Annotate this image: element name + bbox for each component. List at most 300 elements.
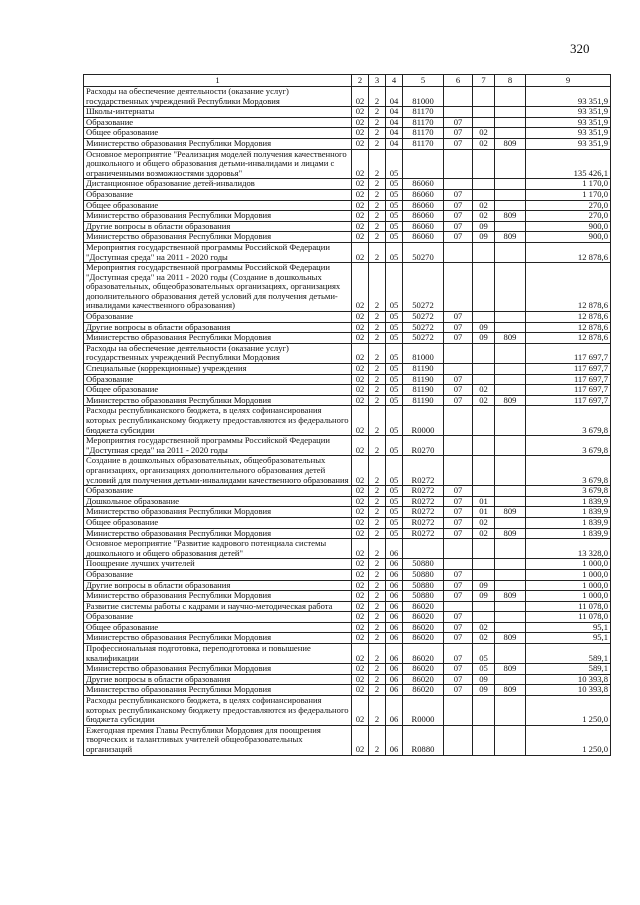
amount-cell: 3 679,8 [526,456,611,486]
col4-cell: 05 [386,385,403,396]
col4-cell: 06 [386,685,403,696]
target-article-cell: 50880 [403,591,444,602]
subsection-cell: 09 [473,580,495,591]
col4-cell: 06 [386,601,403,612]
ministry-code-cell: 809 [495,685,526,696]
target-article-cell: 81190 [403,364,444,375]
section-cell: 07 [444,507,473,518]
section-cell [444,696,473,726]
col4-cell: 04 [386,87,403,107]
ministry-code-cell [495,559,526,570]
amount-cell: 12 878,6 [526,242,611,262]
col4-cell: 06 [386,612,403,623]
subsection-cell [473,364,495,375]
section-cell: 07 [444,644,473,664]
amount-cell: 93 351,9 [526,128,611,139]
subsection-cell [473,374,495,385]
section-cell [444,107,473,118]
row-name-cell: Создание в дошкольных образовательных, общеобразовательных организациях, организациях дополнительного образования детей условий для получения детьми-инвалидами качественного образования [84,456,352,486]
table-row [84,696,611,726]
amount-cell: 11 078,0 [526,601,611,612]
table-row [84,189,611,200]
amount-cell: 1 170,0 [526,179,611,190]
section-cell: 07 [444,200,473,211]
col2-cell: 02 [352,674,369,685]
col2-cell: 02 [352,486,369,497]
subsection-cell: 05 [473,664,495,675]
table-row [84,644,611,664]
section-cell: 07 [444,664,473,675]
table-row [84,395,611,406]
subsection-cell [473,107,495,118]
amount-cell: 117 697,7 [526,374,611,385]
row-name-cell: Общее образование [84,517,352,528]
ministry-code-cell [495,263,526,312]
column-header: 6 [444,75,473,87]
col4-cell: 05 [386,364,403,375]
row-name-cell: Расходы на обеспечение деятельности (оказание услуг) государственных учреждений Республики Мордовия [84,343,352,363]
col4-cell: 04 [386,128,403,139]
col3-cell: 2 [369,128,386,139]
subsection-cell: 01 [473,496,495,507]
ministry-code-cell [495,517,526,528]
amount-cell: 1 000,0 [526,569,611,580]
ministry-code-cell [495,644,526,664]
amount-cell: 3 679,8 [526,486,611,497]
target-article-cell: R0000 [403,696,444,726]
subsection-cell [473,601,495,612]
target-article-cell: 50880 [403,559,444,570]
row-name-cell: Развитие системы работы с кадрами и научно-методическая работа [84,601,352,612]
col3-cell: 2 [369,189,386,200]
table-row [84,436,611,456]
target-article-cell: 50272 [403,263,444,312]
row-name-cell: Министерство образования Республики Мордовия [84,685,352,696]
ministry-code-cell [495,107,526,118]
col3-cell: 2 [369,333,386,344]
amount-cell: 3 679,8 [526,436,611,456]
section-cell: 07 [444,496,473,507]
table-row [84,200,611,211]
table-row [84,559,611,570]
col4-cell: 05 [386,436,403,456]
col4-cell: 05 [386,507,403,518]
amount-cell: 1 839,9 [526,496,611,507]
subsection-cell [473,612,495,623]
col3-cell: 2 [369,569,386,580]
row-name-cell: Министерство образования Республики Мордовия [84,664,352,675]
row-name-cell: Министерство образования Республики Мордовия [84,507,352,518]
col3-cell: 2 [369,591,386,602]
row-name-cell: Мероприятия государственной программы Российской Федерации "Доступная среда" на 2011 - 2020 годы (Создание в дошкольных образовательных, общеобразовательных организациях, организациях дополнительного образования детей условий для получения детьми-инвалидами качественного образования) [84,263,352,312]
ministry-code-cell [495,456,526,486]
target-article-cell: 50880 [403,569,444,580]
subsection-cell [473,436,495,456]
col2-cell: 02 [352,221,369,232]
col4-cell: 05 [386,322,403,333]
section-cell [444,456,473,486]
col3-cell: 2 [369,612,386,623]
ministry-code-cell [495,322,526,333]
column-header: 1 [84,75,352,87]
amount-cell: 12 878,6 [526,333,611,344]
ministry-code-cell [495,87,526,107]
row-name-cell: Министерство образования Республики Мордовия [84,333,352,344]
column-header: 7 [473,75,495,87]
row-name-cell: Профессиональная подготовка, переподготовка и повышение квалификации [84,644,352,664]
amount-cell: 117 697,7 [526,364,611,375]
section-cell: 07 [444,395,473,406]
row-name-cell: Министерство образования Республики Мордовия [84,528,352,539]
ministry-code-cell [495,569,526,580]
section-cell [444,343,473,363]
target-article-cell: 81170 [403,138,444,149]
table-row [84,664,611,675]
row-name-cell: Расходы республиканского бюджета, в целях софинансирования которых республиканскому бюджету предоставляются из федерального бюджета субсидии [84,696,352,726]
col4-cell: 05 [386,343,403,363]
subsection-cell: 09 [473,591,495,602]
col4-cell: 06 [386,644,403,664]
col3-cell: 2 [369,364,386,375]
col2-cell: 02 [352,456,369,486]
section-cell: 07 [444,591,473,602]
col4-cell: 06 [386,696,403,726]
target-article-cell: 50270 [403,242,444,262]
col2-cell: 02 [352,232,369,243]
col3-cell: 2 [369,517,386,528]
col2-cell: 02 [352,364,369,375]
col2-cell: 02 [352,580,369,591]
col4-cell: 06 [386,569,403,580]
ministry-code-cell [495,312,526,323]
table-row [84,343,611,363]
row-name-cell: Министерство образования Республики Мордовия [84,211,352,222]
col2-cell: 02 [352,559,369,570]
col4-cell: 06 [386,633,403,644]
target-article-cell: R0272 [403,486,444,497]
ministry-code-cell: 809 [495,528,526,539]
row-name-cell: Общее образование [84,128,352,139]
col2-cell: 02 [352,263,369,312]
col4-cell: 05 [386,312,403,323]
subsection-cell: 01 [473,507,495,518]
target-article-cell: 50272 [403,322,444,333]
col3-cell: 2 [369,385,386,396]
subsection-cell: 09 [473,333,495,344]
col3-cell: 2 [369,211,386,222]
target-article-cell: 86020 [403,622,444,633]
target-article-cell: R0272 [403,496,444,507]
ministry-code-cell [495,406,526,436]
col3-cell: 2 [369,117,386,128]
ministry-code-cell [495,612,526,623]
col3-cell: 2 [369,138,386,149]
col3-cell: 2 [369,456,386,486]
table-row [84,107,611,118]
section-cell: 07 [444,517,473,528]
col2-cell: 02 [352,107,369,118]
target-article-cell: 81190 [403,374,444,385]
table-row [84,263,611,312]
subsection-cell [473,725,495,755]
col4-cell: 06 [386,591,403,602]
row-name-cell: Образование [84,486,352,497]
target-article-cell: 86020 [403,612,444,623]
target-article-cell: 81170 [403,117,444,128]
amount-cell: 589,1 [526,664,611,675]
amount-cell: 900,0 [526,221,611,232]
ministry-code-cell [495,200,526,211]
section-cell: 07 [444,117,473,128]
col2-cell: 02 [352,644,369,664]
row-name-cell: Общее образование [84,200,352,211]
col4-cell: 05 [386,221,403,232]
target-article-cell: 86020 [403,685,444,696]
col4-cell: 05 [386,242,403,262]
amount-cell: 3 679,8 [526,406,611,436]
col4-cell: 05 [386,149,403,179]
col2-cell: 02 [352,242,369,262]
row-name-cell: Министерство образования Республики Мордовия [84,633,352,644]
col3-cell: 2 [369,179,386,190]
row-name-cell: Расходы на обеспечение деятельности (оказание услуг) государственных учреждений Республики Мордовия [84,87,352,107]
col3-cell: 2 [369,580,386,591]
ministry-code-cell: 809 [495,507,526,518]
amount-cell: 13 328,0 [526,539,611,559]
row-name-cell: Дошкольное образование [84,496,352,507]
row-name-cell: Расходы республиканского бюджета, в целях софинансирования которых республиканскому бюджету предоставляются из федерального бюджета субсидии [84,406,352,436]
col2-cell: 02 [352,496,369,507]
amount-cell: 117 697,7 [526,385,611,396]
section-cell: 07 [444,128,473,139]
col4-cell: 05 [386,232,403,243]
ministry-code-cell [495,364,526,375]
amount-cell: 117 697,7 [526,395,611,406]
section-cell: 07 [444,612,473,623]
col2-cell: 02 [352,343,369,363]
table-row [84,385,611,396]
amount-cell: 10 393,8 [526,674,611,685]
section-cell: 07 [444,674,473,685]
col3-cell: 2 [369,395,386,406]
target-article-cell: 81000 [403,87,444,107]
row-name-cell: Поощрение лучших учителей [84,559,352,570]
target-article-cell: R0272 [403,456,444,486]
col2-cell: 02 [352,385,369,396]
ministry-code-cell [495,496,526,507]
subsection-cell [473,456,495,486]
column-header: 5 [403,75,444,87]
subsection-cell [473,117,495,128]
col3-cell: 2 [369,221,386,232]
ministry-code-cell [495,343,526,363]
target-article-cell: 81190 [403,385,444,396]
section-cell: 07 [444,685,473,696]
section-cell: 07 [444,374,473,385]
col4-cell: 05 [386,528,403,539]
col4-cell: 06 [386,559,403,570]
section-cell [444,87,473,107]
section-cell [444,242,473,262]
target-article-cell: 81170 [403,107,444,118]
row-name-cell: Общее образование [84,622,352,633]
target-article-cell: 50272 [403,312,444,323]
amount-cell: 12 878,6 [526,312,611,323]
col3-cell: 2 [369,685,386,696]
section-cell [444,559,473,570]
ministry-code-cell: 809 [495,211,526,222]
table-header-row [84,75,611,87]
table-row [84,322,611,333]
col4-cell: 06 [386,580,403,591]
amount-cell: 900,0 [526,232,611,243]
col3-cell: 2 [369,696,386,726]
col3-cell: 2 [369,312,386,323]
target-article-cell: 86020 [403,674,444,685]
col3-cell: 2 [369,436,386,456]
target-article-cell: R0272 [403,517,444,528]
col4-cell: 04 [386,138,403,149]
row-name-cell: Министерство образования Республики Мордовия [84,138,352,149]
target-article-cell: 86020 [403,633,444,644]
col2-cell: 02 [352,149,369,179]
table-row [84,528,611,539]
row-name-cell: Общее образование [84,385,352,396]
col4-cell: 05 [386,496,403,507]
table-row [84,211,611,222]
table-row [84,221,611,232]
target-article-cell: 86020 [403,644,444,664]
col4-cell: 05 [386,179,403,190]
row-name-cell: Основное мероприятие "Развитие кадрового потенциала системы дошкольного и общего образования детей" [84,539,352,559]
col2-cell: 02 [352,725,369,755]
target-article-cell: 81000 [403,343,444,363]
section-cell: 07 [444,221,473,232]
column-header: 9 [526,75,611,87]
subsection-cell [473,343,495,363]
ministry-code-cell [495,385,526,396]
subsection-cell: 09 [473,674,495,685]
table-row [84,374,611,385]
subsection-cell [473,486,495,497]
col3-cell: 2 [369,343,386,363]
col2-cell: 02 [352,539,369,559]
col3-cell: 2 [369,200,386,211]
ministry-code-cell [495,221,526,232]
col2-cell: 02 [352,374,369,385]
section-cell [444,436,473,456]
amount-cell: 93 351,9 [526,107,611,118]
col2-cell: 02 [352,395,369,406]
col3-cell: 2 [369,322,386,333]
row-name-cell: Образование [84,612,352,623]
ministry-code-cell [495,486,526,497]
ministry-code-cell: 809 [495,232,526,243]
section-cell: 07 [444,528,473,539]
subsection-cell [473,406,495,436]
target-article-cell: 81190 [403,395,444,406]
target-article-cell: R0272 [403,528,444,539]
subsection-cell: 02 [473,622,495,633]
amount-cell: 12 878,6 [526,322,611,333]
table-row [84,364,611,375]
section-cell [444,179,473,190]
target-article-cell: 86060 [403,179,444,190]
col2-cell: 02 [352,322,369,333]
col2-cell: 02 [352,179,369,190]
col4-cell: 05 [386,486,403,497]
amount-cell: 1 839,9 [526,528,611,539]
col2-cell: 02 [352,528,369,539]
col3-cell: 2 [369,87,386,107]
section-cell [444,725,473,755]
table-row [84,87,611,107]
row-name-cell: Министерство образования Республики Мордовия [84,232,352,243]
amount-cell: 1 170,0 [526,189,611,200]
subsection-cell: 05 [473,644,495,664]
row-name-cell: Образование [84,312,352,323]
target-article-cell: R0000 [403,406,444,436]
amount-cell: 1 000,0 [526,580,611,591]
budget-table [83,74,611,756]
row-name-cell: Министерство образования Республики Мордовия [84,591,352,602]
section-cell [444,149,473,179]
subsection-cell: 02 [473,528,495,539]
col4-cell: 04 [386,117,403,128]
amount-cell: 1 839,9 [526,507,611,518]
ministry-code-cell [495,189,526,200]
amount-cell: 11 078,0 [526,612,611,623]
col3-cell: 2 [369,374,386,385]
subsection-cell [473,569,495,580]
target-article-cell: 86060 [403,211,444,222]
col2-cell: 02 [352,591,369,602]
col4-cell: 05 [386,333,403,344]
ministry-code-cell [495,580,526,591]
column-header: 8 [495,75,526,87]
table-row [84,569,611,580]
ministry-code-cell [495,436,526,456]
table-row [84,674,611,685]
row-name-cell: Министерство образования Республики Мордовия [84,395,352,406]
row-name-cell: Образование [84,189,352,200]
target-article-cell: 86020 [403,664,444,675]
table-row [84,179,611,190]
section-cell: 07 [444,580,473,591]
amount-cell: 589,1 [526,644,611,664]
col3-cell: 2 [369,242,386,262]
subsection-cell: 02 [473,517,495,528]
table-row [84,456,611,486]
table-row [84,312,611,323]
col4-cell: 06 [386,622,403,633]
subsection-cell [473,539,495,559]
section-cell: 07 [444,189,473,200]
table-row [84,591,611,602]
amount-cell: 1 000,0 [526,591,611,602]
col2-cell: 02 [352,507,369,518]
section-cell: 07 [444,312,473,323]
col3-cell: 2 [369,232,386,243]
col4-cell: 05 [386,263,403,312]
table-row [84,333,611,344]
col3-cell: 2 [369,496,386,507]
subsection-cell: 02 [473,200,495,211]
row-name-cell: Образование [84,374,352,385]
target-article-cell: 86020 [403,601,444,612]
table-row [84,580,611,591]
col3-cell: 2 [369,149,386,179]
